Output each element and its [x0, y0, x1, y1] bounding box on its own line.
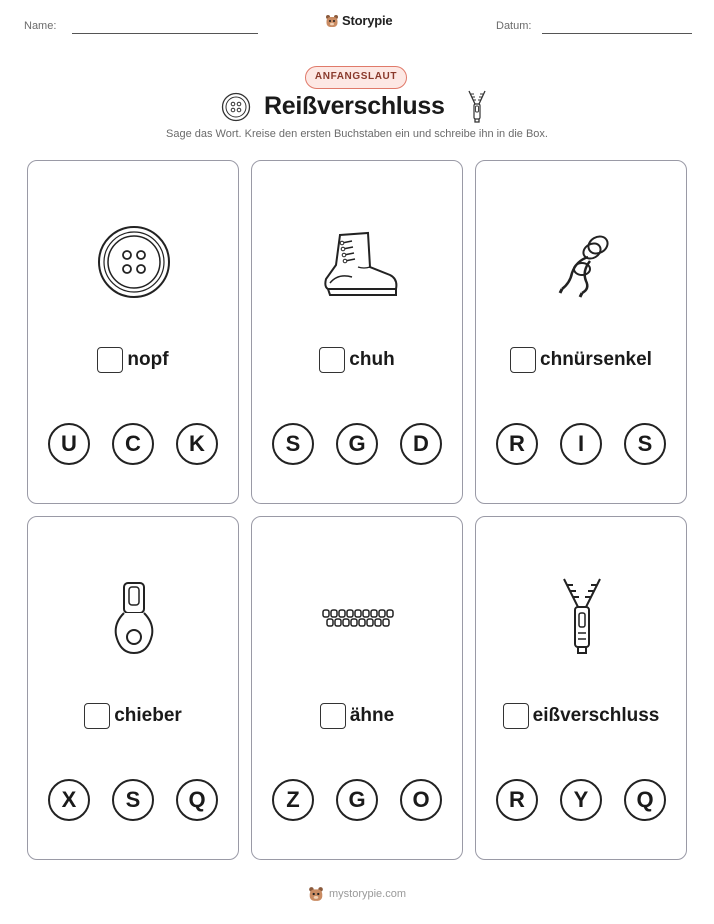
name-field[interactable] [72, 33, 258, 34]
word-row [476, 703, 686, 729]
date-field[interactable] [542, 33, 692, 34]
answer-box[interactable] [97, 347, 123, 373]
boot-icon [308, 217, 408, 307]
worksheet-header [0, 0, 714, 50]
page-title: Reißverschluss [264, 92, 445, 120]
letter-choice[interactable]: D [400, 423, 442, 465]
word-stem: chieber [114, 705, 182, 726]
word-stem: eißverschluss [532, 705, 660, 726]
storypie-logo-icon [308, 886, 324, 902]
letter-choice[interactable]: Z [272, 779, 314, 821]
instruction-text: Sage das Wort. Kreise den ersten Buchstaben ein und schreibe ihn in die Box. [166, 128, 548, 140]
letter-choices [252, 779, 462, 821]
answer-box[interactable] [320, 703, 346, 729]
letter-choice[interactable]: X [48, 779, 90, 821]
letter-choice[interactable]: C [112, 423, 154, 465]
word-stem: chuh [349, 349, 395, 370]
letter-choices [476, 779, 686, 821]
letter-choices [476, 423, 686, 465]
letter-choice[interactable]: G [336, 423, 378, 465]
zipper-slider-icon [84, 573, 184, 663]
title-row [0, 90, 714, 124]
word-stem: ähne [349, 705, 395, 726]
letter-choice[interactable]: K [176, 423, 218, 465]
letter-choice[interactable]: Y [560, 779, 602, 821]
letter-choice[interactable]: Q [624, 779, 666, 821]
zipper-icon [466, 90, 488, 124]
brand-name: Storypie [342, 13, 393, 28]
date-label: Datum: [496, 20, 532, 32]
category-badge: ANFANGSLAUT [305, 66, 407, 89]
letter-choices [252, 423, 462, 465]
storypie-logo-icon [325, 14, 339, 28]
word-card [475, 160, 687, 504]
name-label: Name: [24, 20, 57, 32]
answer-box[interactable] [510, 347, 536, 373]
word-row [476, 347, 686, 373]
letter-choice[interactable]: O [400, 779, 442, 821]
answer-box[interactable] [503, 703, 529, 729]
word-stem: nopf [127, 349, 169, 370]
button-icon [221, 92, 251, 122]
letter-choices [28, 779, 238, 821]
letter-choice[interactable]: R [496, 779, 538, 821]
letter-choice[interactable]: Q [176, 779, 218, 821]
brand [325, 13, 392, 28]
word-card [251, 160, 463, 504]
letter-choice[interactable]: S [112, 779, 154, 821]
letter-choice[interactable]: S [624, 423, 666, 465]
letter-choice[interactable]: U [48, 423, 90, 465]
word-card [27, 516, 239, 860]
word-stem: chnürsenkel [540, 349, 652, 370]
letter-choice[interactable]: S [272, 423, 314, 465]
word-card [27, 160, 239, 504]
button-icon [84, 217, 184, 307]
answer-box[interactable] [84, 703, 110, 729]
word-row [28, 703, 238, 729]
letter-choices [28, 423, 238, 465]
word-row [252, 347, 462, 373]
word-card [475, 516, 687, 860]
word-card [251, 516, 463, 860]
letter-choice[interactable]: G [336, 779, 378, 821]
answer-box[interactable] [319, 347, 345, 373]
footer [0, 886, 714, 902]
letter-choice[interactable]: I [560, 423, 602, 465]
letter-choice[interactable]: R [496, 423, 538, 465]
word-row [252, 703, 462, 729]
footer-url: mystorypie.com [328, 888, 407, 900]
word-row [28, 347, 238, 373]
zipper-icon [532, 573, 632, 663]
zipper-teeth-icon [308, 573, 408, 663]
shoelace-icon [532, 217, 632, 307]
